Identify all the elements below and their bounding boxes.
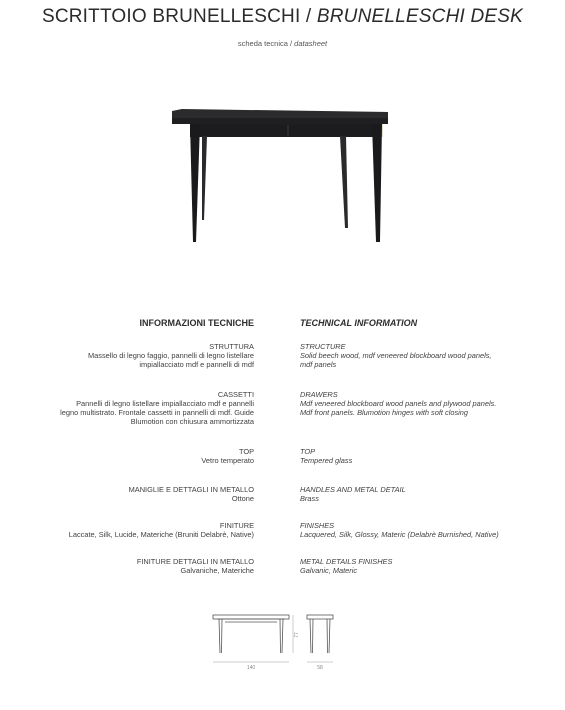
en-handles-line: Brass — [300, 494, 319, 503]
it-structure-line: Massello di legno faggio, pannelli di legno listellare — [88, 351, 254, 360]
en-top-label: TOP — [300, 447, 316, 456]
desk-product-image — [160, 100, 400, 250]
en-drawers-line: Mdf front panels. Blumotion hinges with soft closing — [300, 408, 469, 417]
it-top-block — [20, 447, 254, 485]
it-drawers-block — [20, 390, 254, 447]
italian-heading: INFORMAZIONI TECNICHE — [139, 318, 254, 328]
it-finishes-label: FINITURE — [219, 521, 254, 530]
it-handles-label: MANIGLIE E DETTAGLI IN METALLO — [128, 485, 254, 494]
subtitle-english: datasheet — [294, 39, 328, 48]
en-handles-label: HANDLES AND METAL DETAIL — [300, 485, 406, 494]
page-title — [0, 6, 565, 28]
en-structure-block — [300, 342, 550, 390]
en-top-line: Tempered glass — [300, 456, 353, 465]
it-structure-line: impiallacciato mdf e pannelli di mdf — [139, 360, 254, 369]
en-handles-block — [300, 485, 550, 521]
it-structure-label: STRUTTURA — [209, 342, 254, 351]
it-top-label: TOP — [238, 447, 254, 456]
title-italian: SCRITTOIO BRUNELLESCHI / — [41, 6, 317, 27]
en-finishes-line: Lacquered, Silk, Glossy, Materic (Delabrè Burnished, Native) — [300, 530, 499, 539]
english-column — [300, 318, 550, 587]
it-metal-finishes-label: FINITURE DETTAGLI IN METALLO — [136, 557, 254, 566]
dimension-drawing — [205, 605, 355, 675]
en-finishes-label: FINISHES — [300, 521, 335, 530]
page-subtitle — [0, 39, 565, 48]
it-drawers-label: CASSETTI — [217, 390, 254, 399]
it-handles-block — [20, 485, 254, 521]
dimension-width: 140 — [246, 665, 256, 671]
dimension-depth: 58 — [317, 665, 323, 671]
it-drawers-line: legno multistrato. Frontale cassetti in pannelli di mdf. Guide — [60, 408, 254, 417]
en-drawers-block — [300, 390, 550, 447]
it-finishes-block — [20, 521, 254, 557]
it-metal-finishes-block — [20, 557, 254, 587]
it-drawers-line: Blumotion con chiusura ammortizzata — [130, 417, 254, 426]
en-structure-line: Solid beech wood, mdf veneered blockboard wood panels, — [300, 351, 492, 360]
en-metal-finishes-label: METAL DETAILS FINISHES — [300, 557, 393, 566]
it-handles-line: Ottone — [231, 494, 254, 503]
en-drawers-label: DRAWERS — [300, 390, 338, 399]
dimension-height: 77 — [294, 632, 300, 638]
subtitle-italian: scheda tecnica / — [237, 39, 295, 48]
en-finishes-block — [300, 521, 550, 557]
title-english: BRUNELLESCHI DESK — [316, 6, 524, 27]
it-structure-block — [20, 342, 254, 390]
it-drawers-line: Pannelli di legno listellare impiallacciato mdf e pannelli — [76, 399, 254, 408]
it-top-line: Vetro temperato — [201, 456, 254, 465]
english-heading: TECHNICAL INFORMATION — [300, 318, 418, 328]
it-metal-finishes-line: Galvaniche, Materiche — [180, 566, 254, 575]
en-structure-label: STRUCTURE — [300, 342, 346, 351]
en-drawers-line: Mdf veneered blockboard wood panels and plywood panels. — [300, 399, 497, 408]
en-metal-finishes-line: Galvanic, Materic — [300, 566, 358, 575]
it-finishes-line: Laccate, Silk, Lucide, Materiche (Bruniti Delabrè, Native) — [68, 530, 254, 539]
en-structure-line: mdf panels — [300, 360, 337, 369]
en-metal-finishes-block — [300, 557, 550, 587]
en-top-block — [300, 447, 550, 485]
italian-column — [20, 318, 254, 587]
